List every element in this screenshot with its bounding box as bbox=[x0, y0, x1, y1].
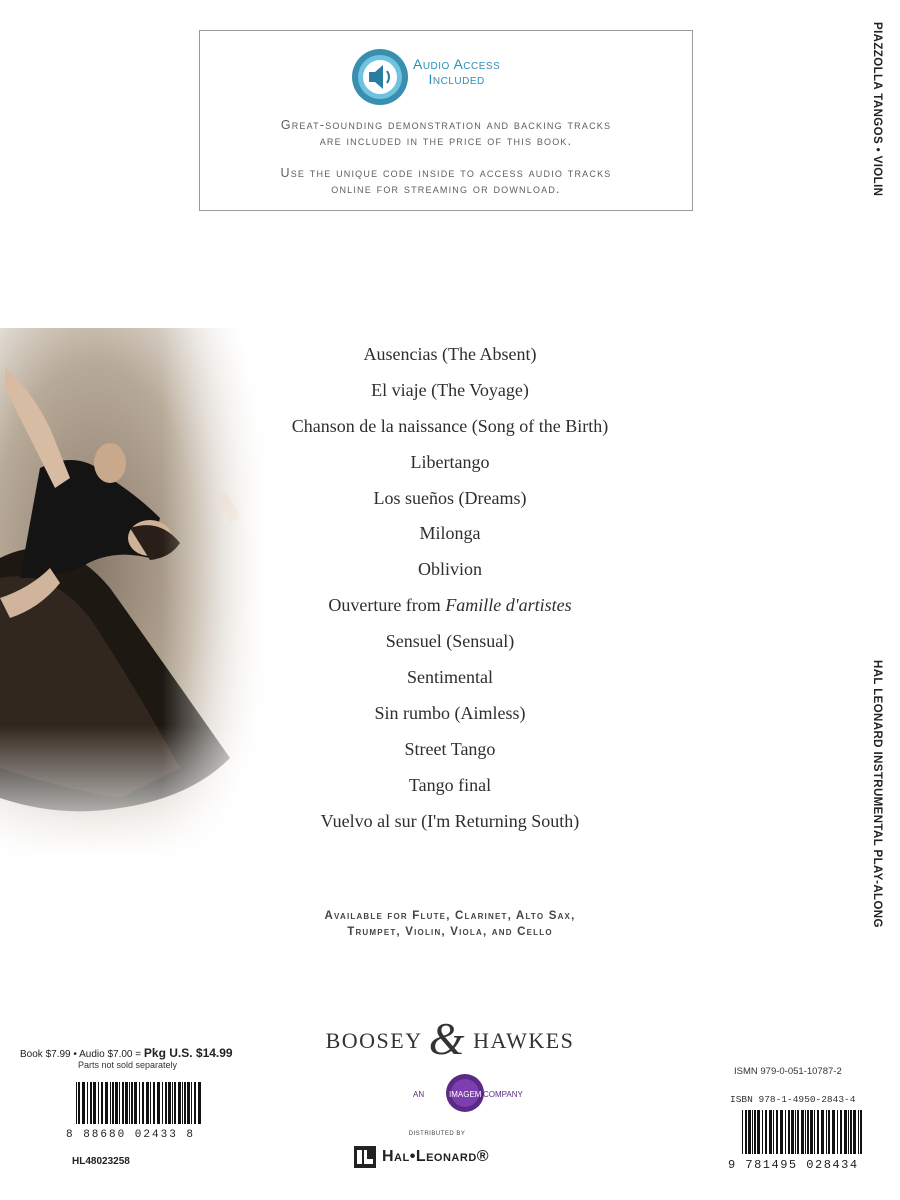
available-line2: Trumpet, Violin, Viola, and Cello bbox=[347, 926, 553, 938]
barcode-bar bbox=[848, 1110, 849, 1154]
isbn-code: ISBN 978-1-4950-2843-4 bbox=[730, 1094, 856, 1105]
speaker-icon bbox=[350, 47, 410, 107]
upc-barcode bbox=[74, 1082, 204, 1124]
publisher-hawkes: HAWKES bbox=[473, 1028, 575, 1053]
barcode-bar bbox=[837, 1110, 838, 1154]
publisher-logo bbox=[300, 1012, 600, 1065]
barcode-bar bbox=[78, 1082, 80, 1124]
barcode-bar bbox=[860, 1110, 862, 1154]
barcode-bar bbox=[150, 1082, 151, 1124]
hal-leonard-text: Hal•Leonard® bbox=[382, 1148, 490, 1165]
imagem-prefix: AN bbox=[413, 1090, 425, 1099]
barcode-bar bbox=[184, 1082, 186, 1124]
barcode-bar bbox=[172, 1082, 173, 1124]
isbn-digits: 9 781495 028434 bbox=[728, 1158, 859, 1172]
barcode-bar bbox=[178, 1082, 181, 1124]
barcode-bar bbox=[122, 1082, 124, 1124]
upc-digits: 8 88680 02433 8 bbox=[66, 1129, 196, 1141]
barcode-bar bbox=[791, 1110, 794, 1154]
song-title: Vuelvo al sur (I'm Returning South) bbox=[320, 810, 580, 831]
song-title: Libertango bbox=[410, 451, 490, 472]
barcode-bar bbox=[805, 1110, 806, 1154]
publisher-boosey: BOOSEY bbox=[325, 1028, 422, 1053]
barcode-bar bbox=[168, 1082, 171, 1124]
ismn-code: ISMN 979-0-051-10787-2 bbox=[734, 1066, 842, 1077]
tango-dancers-image bbox=[0, 328, 270, 858]
price-total: Pkg U.S. $14.99 bbox=[143, 1046, 233, 1060]
barcode-bar bbox=[844, 1110, 847, 1154]
song-item bbox=[250, 484, 650, 520]
barcode-bar bbox=[191, 1082, 192, 1124]
hal-leonard-name bbox=[358, 1148, 489, 1166]
barcode-bar bbox=[82, 1082, 85, 1124]
barcode-bar bbox=[785, 1110, 786, 1154]
audio-paragraph-2 bbox=[200, 165, 692, 197]
song-item bbox=[250, 555, 650, 591]
barcode-bar bbox=[182, 1082, 183, 1124]
barcode-bar bbox=[780, 1110, 783, 1154]
barcode-bar bbox=[765, 1110, 767, 1154]
barcode-bar bbox=[821, 1110, 824, 1154]
barcode-bar bbox=[198, 1082, 201, 1124]
song-item bbox=[250, 412, 650, 448]
barcode-bar bbox=[139, 1082, 140, 1124]
song-item bbox=[250, 340, 650, 376]
barcode-bar bbox=[745, 1110, 747, 1154]
barcode-bar bbox=[165, 1082, 167, 1124]
song-item bbox=[250, 663, 650, 699]
barcode-bar bbox=[194, 1082, 196, 1124]
audio-p1-line2: are included in the price of this book. bbox=[319, 134, 573, 148]
audio-paragraph-1 bbox=[200, 117, 692, 149]
imagem-logo bbox=[397, 1073, 533, 1113]
barcode-bar bbox=[814, 1110, 815, 1154]
barcode-bar bbox=[807, 1110, 809, 1154]
barcode-bar bbox=[832, 1110, 835, 1154]
song-title: Chanson de la naissance (Song of the Birth) bbox=[291, 415, 609, 436]
barcode-bar bbox=[87, 1082, 88, 1124]
barcode-bar bbox=[826, 1110, 827, 1154]
song-title: Street Tango bbox=[404, 738, 496, 759]
barcode-bar bbox=[129, 1082, 130, 1124]
barcode-bar bbox=[788, 1110, 790, 1154]
available-instruments bbox=[200, 908, 700, 940]
barcode-bar bbox=[153, 1082, 155, 1124]
barcode-bar bbox=[773, 1110, 774, 1154]
price-breakdown: Book $7.99 • Audio $7.00 = bbox=[20, 1049, 144, 1060]
audio-p1-line1: Great-sounding demonstration and backing tracks bbox=[280, 118, 612, 132]
isbn-barcode bbox=[740, 1110, 866, 1154]
barcode-bar bbox=[769, 1110, 772, 1154]
audio-p2-line1: Use the unique code inside to access audio tracks bbox=[280, 166, 612, 180]
barcode-bar bbox=[187, 1082, 190, 1124]
barcode-bar bbox=[748, 1110, 751, 1154]
barcode-bar bbox=[742, 1110, 743, 1154]
barcode-bar bbox=[90, 1082, 92, 1124]
song-title: Milonga bbox=[419, 523, 481, 544]
barcode-bar bbox=[757, 1110, 760, 1154]
barcode-bar bbox=[174, 1082, 176, 1124]
barcode-bar bbox=[98, 1082, 99, 1124]
barcode-bar bbox=[157, 1082, 160, 1124]
barcode-bar bbox=[119, 1082, 120, 1124]
song-title: Ouverture from bbox=[328, 595, 446, 616]
price-line bbox=[20, 1046, 233, 1060]
barcode-bar bbox=[795, 1110, 796, 1154]
barcode-bar bbox=[162, 1082, 163, 1124]
song-item bbox=[250, 699, 650, 735]
audio-title-line2: Included bbox=[428, 71, 485, 87]
barcode-bar bbox=[142, 1082, 144, 1124]
song-item bbox=[250, 807, 650, 843]
publisher-ampersand: & bbox=[428, 1013, 467, 1064]
song-list bbox=[250, 340, 650, 842]
spine-series: HAL LEONARD INSTRUMENTAL PLAY-ALONG bbox=[871, 660, 883, 928]
barcode-bar bbox=[810, 1110, 813, 1154]
parts-note: Parts not sold separately bbox=[78, 1060, 178, 1070]
song-title-italic: Famille d'artistes bbox=[445, 595, 572, 616]
audio-access-box bbox=[199, 30, 693, 211]
imagem-name: IMAGEM bbox=[449, 1090, 482, 1099]
barcode-bar bbox=[146, 1082, 149, 1124]
barcode-bar bbox=[134, 1082, 137, 1124]
song-item bbox=[250, 376, 650, 412]
barcode-bar bbox=[105, 1082, 108, 1124]
audio-p2-line2: online for streaming or download. bbox=[331, 182, 561, 196]
barcode-bar bbox=[131, 1082, 133, 1124]
song-item bbox=[250, 591, 650, 627]
barcode-bar bbox=[853, 1110, 856, 1154]
barcode-bar bbox=[76, 1082, 77, 1124]
song-title: Sentimental bbox=[407, 667, 493, 688]
distributed-by: DISTRIBUTED BY bbox=[408, 1131, 466, 1137]
spine-title: PIAZZOLLA TANGOS • VIOLIN bbox=[871, 22, 883, 197]
barcode-bar bbox=[850, 1110, 852, 1154]
barcode-bar bbox=[110, 1082, 111, 1124]
song-title: Tango final bbox=[408, 774, 492, 795]
song-title: Sin rumbo (Aimless) bbox=[374, 702, 526, 723]
audio-title-line1: Audio Access bbox=[413, 56, 501, 72]
song-title: Ausencias (The Absent) bbox=[363, 344, 537, 364]
audio-access-title bbox=[413, 57, 500, 87]
barcode-bar bbox=[840, 1110, 842, 1154]
barcode-bar bbox=[828, 1110, 830, 1154]
barcode-bar bbox=[776, 1110, 778, 1154]
song-item bbox=[250, 735, 650, 771]
barcode-bar bbox=[125, 1082, 128, 1124]
song-item bbox=[250, 448, 650, 484]
barcode-bar bbox=[101, 1082, 103, 1124]
song-item bbox=[250, 627, 650, 663]
song-item bbox=[250, 771, 650, 807]
barcode-bar bbox=[93, 1082, 96, 1124]
song-title: Oblivion bbox=[417, 559, 482, 580]
barcode-bar bbox=[112, 1082, 114, 1124]
available-line1: Available for Flute, Clarinet, Alto Sax, bbox=[324, 910, 576, 922]
song-title: Sensuel (Sensual) bbox=[385, 631, 515, 652]
barcode-bar bbox=[858, 1110, 859, 1154]
barcode-bar bbox=[754, 1110, 756, 1154]
barcode-bar bbox=[797, 1110, 799, 1154]
product-code: HL48023258 bbox=[72, 1156, 130, 1167]
barcode-bar bbox=[801, 1110, 804, 1154]
imagem-suffix: COMPANY bbox=[483, 1090, 523, 1099]
barcode-bar bbox=[817, 1110, 819, 1154]
song-title: Los sueños (Dreams) bbox=[373, 487, 527, 508]
song-item bbox=[250, 519, 650, 555]
barcode-bar bbox=[752, 1110, 753, 1154]
song-title: El viaje (The Voyage) bbox=[371, 379, 529, 400]
barcode-bar bbox=[115, 1082, 118, 1124]
barcode-bar bbox=[762, 1110, 763, 1154]
